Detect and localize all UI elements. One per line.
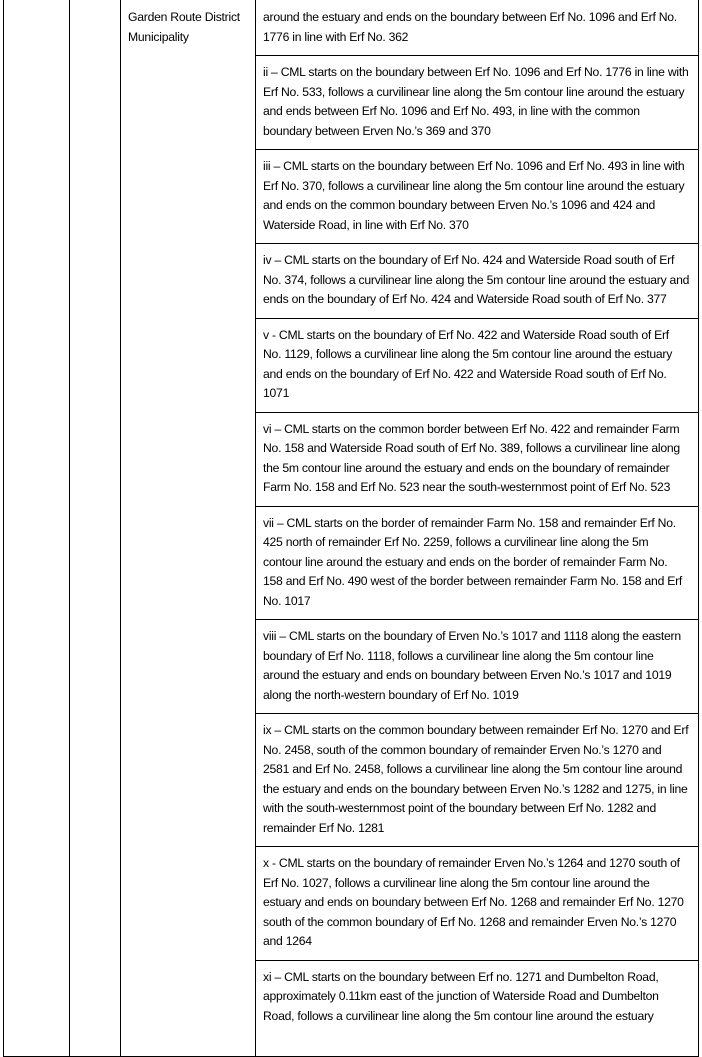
segment-description: ii – CML starts on the boundary between Erf No. 1096 and Erf No. 1776 in line with Erf No. 533, follows a curvilinear line along the 5m contour line around the estuary and ends between Erf No. 1096 and Erf No. 493, in line with the common boundary between Erven No.’s 369 and 370 xyxy=(256,56,699,150)
segment-description: ix – CML starts on the common boundary between remainder Erf No. 1270 and Erf No. 2458, south of the common boundary of remainder Erven No.’s 1270 and 2581 and Erf No. 2458, follows a curvilinear line along the 5m contour line around the estuary and ends on the boundary between Erven No.’s 1282 and 1275, in line with the south-westernmost point of the boundary between Erf No. 1282 and remainder Erf No. 1281 xyxy=(256,714,699,847)
coastal-management-line-table xyxy=(3,0,699,1057)
segment-description: x - CML starts on the boundary of remainder Erven No.’s 1264 and 1270 south of Erf No. 1027, follows a curvilinear line along the 5m contour line around the estuary and ends on boundary between Erf No. 1268 and remainder Erf No. 1270 south of the common boundary of Erf No. 1268 and remainder Erven No.’s 1270 and 1264 xyxy=(256,847,699,961)
segment-description: xi – CML starts on the boundary between Erf no. 1271 and Dumbelton Road, approximately 0.11km east of the junction of Waterside Road and Dumbelton Road, follows a curvilinear line along the 5m contour line around the estuary xyxy=(256,960,699,1057)
segment-description: iii – CML starts on the boundary between Erf No. 1096 and Erf No. 493 in line with Erf No. 370, follows a curvilinear line along the 5m contour line around the estuary and ends on the common boundary between Erven No.’s 1096 and 424 and Waterside Road, in line with Erf No. 370 xyxy=(256,150,699,244)
segment-description: vii – CML starts on the border of remainder Farm No. 158 and remainder Erf No. 425 north of remainder Erf No. 2259, follows a curvilinear line along the 5m contour line around the estuary and ends on the border of remainder Farm No. 158 and Erf No. 490 west of the border between remainder Farm No. 158 and Erf No. 1017 xyxy=(256,506,699,620)
column-1-cell xyxy=(4,0,70,1057)
segment-description: around the estuary and ends on the boundary between Erf No. 1096 and Erf No. 1776 in line with Erf No. 362 xyxy=(256,0,699,56)
municipality-cell xyxy=(121,0,256,1057)
table-row xyxy=(4,0,699,56)
municipality-name: Garden Route District Municipality xyxy=(128,10,240,44)
segment-description: vi – CML starts on the common border between Erf No. 422 and remainder Farm No. 158 and Waterside Road south of Erf No. 389, follows a curvilinear line along the 5m contour line around the estuary and ends on the boundary of remainder Farm No. 158 and Erf No. 523 near the south-westernmost point of Erf No. 523 xyxy=(256,412,699,506)
segment-description: v - CML starts on the boundary of Erf No. 422 and Waterside Road south of Erf No. 1129, follows a curvilinear line along the 5m contour line around the estuary and ends on the boundary of Erf No. 422 and Waterside Road south of Erf No. 1071 xyxy=(256,318,699,412)
column-2-cell xyxy=(70,0,121,1057)
segment-description: iv – CML starts on the boundary of Erf No. 424 and Waterside Road south of Erf No. 374, follows a curvilinear line along the 5m contour line around the estuary and ends on the boundary of Erf No. 424 and Waterside Road south of Erf No. 377 xyxy=(256,244,699,319)
segment-description: viii – CML starts on the boundary of Erven No.’s 1017 and 1118 along the eastern boundary of Erf No. 1118, follows a curvilinear line along the 5m contour line around the estuary and ends on boundary between Erven No.’s 1017 and 1019 along the north-western boundary of Erf No. 1019 xyxy=(256,620,699,714)
